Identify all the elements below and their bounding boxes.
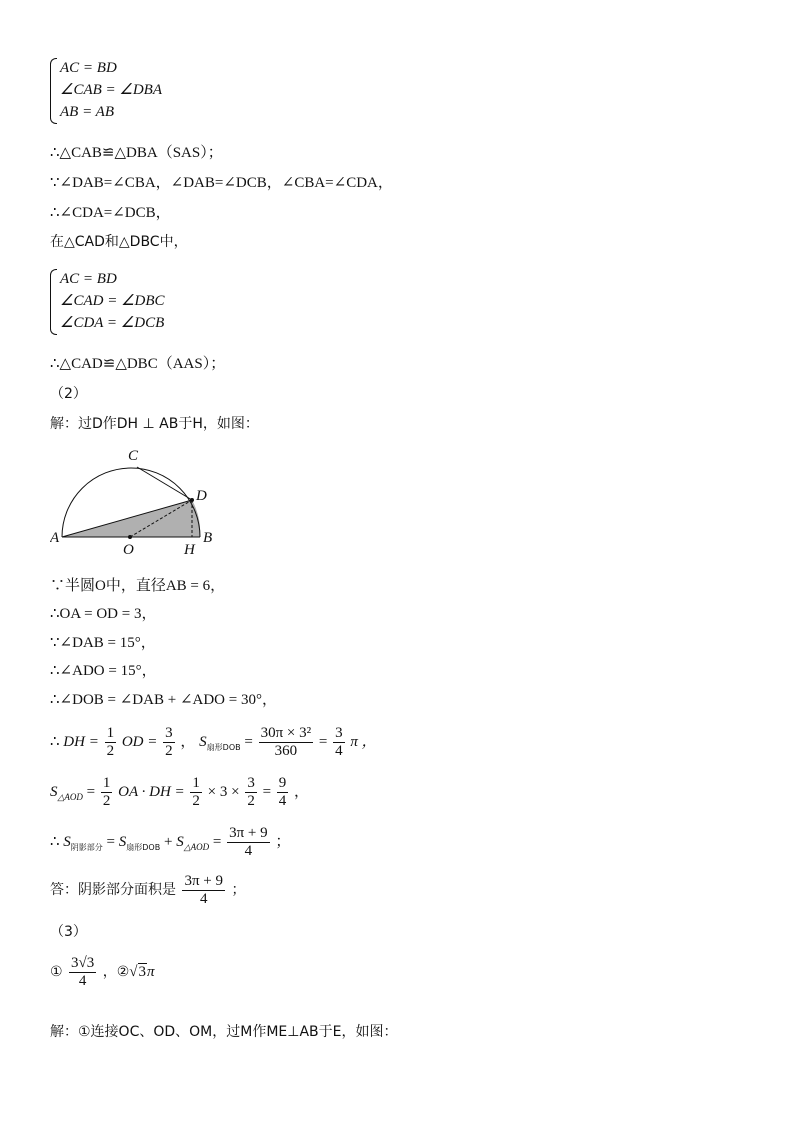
semicircle-figure <box>50 440 230 560</box>
solution-3-intro: 解：①连接OC、OD、OM，过M作ME⊥AB于E，如图： <box>50 1024 398 1040</box>
triangle-aod-area: $S_{\triangle AOD}$ = $\frac{1}{2}$ OA · DH = $\frac{1}{2}$ × 3 × $\frac{3}{2}$ = $\frac{9}{4}$ ， <box>50 775 310 810</box>
radius-line: ∴OA = OD = 3， <box>50 606 157 622</box>
shaded-area-equation: ∴ $S_{阴影部分} = S_{扇形DOB} + S_{\triangle AOD}$ = $\frac{3\pi + 9}{4}$ ； <box>50 825 291 860</box>
left-brace <box>50 58 57 124</box>
system-row: AC = BD <box>60 271 117 287</box>
system-row: AB = AB <box>60 104 115 120</box>
fraction: $\frac{3}{2}$ <box>247 775 255 810</box>
angle-equalities: ∵∠DAB=∠CBA，∠DAB=∠DCB，∠CBA=∠CDA， <box>50 175 393 191</box>
semicircle-diameter-line: ∵半圆O中，直径AB = 6， <box>50 578 226 594</box>
dh-sector-equation: ∴ DH = $\frac{1}{2}$ OD = $\frac{3}{2}$ ， $S_{扇形DOB}$ = $\frac{\text{30π × 3²}}{360}$ = $\frac{3}{4}$ π ， <box>50 725 377 760</box>
fraction: $\frac{3\pi + 9}{4}$ <box>184 872 223 907</box>
part-3-label: （3） <box>50 924 87 940</box>
fraction: $\frac{3}{4}$ <box>335 725 343 760</box>
system-row: ∠CDA = ∠DCB <box>60 315 165 331</box>
fraction: $\frac{1}{2}$ <box>192 775 200 810</box>
angle-ado-line: ∴∠ADO = 15°， <box>50 663 157 679</box>
solution-2-intro: 解：过D作DH ⊥ AB于H，如图： <box>50 416 259 432</box>
congruence-aas: ∴△CAD≌△DBC（AAS）； <box>50 356 226 372</box>
congruence-sas: ∴△CAB≌△DBA（SAS）； <box>50 145 223 161</box>
system-row: AC = BD <box>60 60 117 76</box>
part-2-label: （2） <box>50 386 87 402</box>
fraction: $\frac{3}{2}$ <box>165 725 173 760</box>
segment-cd <box>137 467 192 500</box>
fraction: $\frac{3√3}{4}$ <box>71 954 95 989</box>
system-row: ∠CAB = ∠DBA <box>60 82 163 98</box>
label-h: H <box>184 542 195 558</box>
fraction: $\frac{9}{4}$ <box>278 775 287 810</box>
angle-dob-line: ∴∠DOB = ∠DAB + ∠ADO = 30°， <box>50 692 277 708</box>
label-b: B <box>203 530 213 546</box>
point-o <box>128 535 132 539</box>
system-row: ∠CAD = ∠DBC <box>60 293 165 309</box>
angle-dab-line: ∵∠DAB = 15°， <box>50 635 156 651</box>
fraction: $\frac{3\pi + 9}{4}$ <box>229 825 268 860</box>
label-o: O <box>123 542 134 558</box>
label-d: D <box>196 488 207 504</box>
left-brace <box>50 269 57 335</box>
shaded-arc-segment <box>192 500 200 537</box>
in-triangles-line: 在△CAD和△DBC中， <box>50 234 188 250</box>
part-3-answers: ① $\frac{3√3}{4}$ ，②√3π <box>50 954 155 989</box>
point-d <box>190 498 194 502</box>
label-a: A <box>50 530 60 546</box>
fraction: $\frac{\text{30π × 3²}}{360}$ <box>260 725 312 760</box>
angle-cda-dcb: ∴∠CDA=∠DCB， <box>50 205 171 221</box>
fraction: $\frac{1}{2}$ <box>106 725 115 760</box>
label-c: C <box>128 448 139 464</box>
fraction: $\frac{1}{2}$ <box>102 775 111 810</box>
answer-line: 答：阴影部分面积是 $\frac{3\pi + 9}{4}$ ； <box>50 872 246 907</box>
